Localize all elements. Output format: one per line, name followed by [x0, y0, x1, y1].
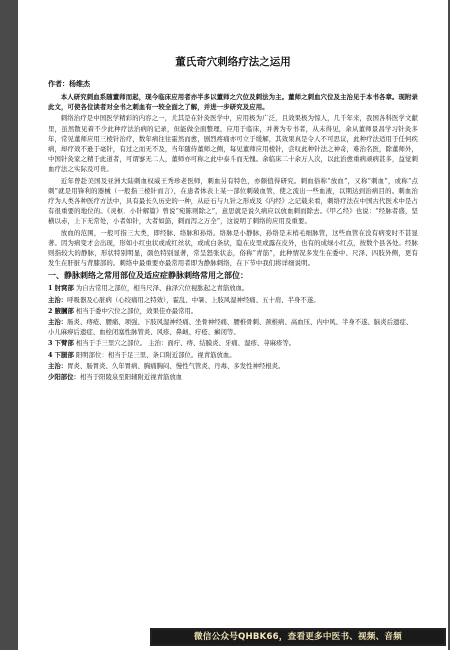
- section-item: [48, 295, 418, 305]
- section-item-text: 为自古常用之部位，相当尺泽、曲泽穴位视肱起之青筋放血。: [75, 284, 249, 293]
- section-item: [48, 306, 418, 316]
- document-title: 董氏奇穴刺络疗法之运用: [175, 56, 291, 68]
- section-item: [48, 317, 418, 337]
- section-item-label: 1 肘窝部: [48, 284, 74, 293]
- section-items: [48, 283, 418, 382]
- body-paragraph-1: 刺络治疗是中国医学精彩的内容之一，尤其是在针灸医学中，应用极为广泛，且效果极为惊人，几千年来，我国各科医学文献里，虽然散见着不少此种疗法治病的记录，但能做全面整理，应用于临床，并著为专书者，从未得见，余从董师景昌学习针灸多年，常见董师应用三棱针治疗，数年病往往霍然而愈，剧烈疼痛亦可立于缓解，其效果真是令人不可思议，此种疗法适用于任何疾病，却疗效不逊于毫针，有过之而无不及，当年随侍董师之侧，每见董师应用棱针，尝叹此种针法之神奇，难治名医，除董师外，中国针灸家之精于此道者，可谓寥无二人，董师亦可称之此中泰斗而无愧。余临床二十余万人次，以此治愈重病顽病甚多，益觉刺血疗法之实际及可贵。: [48, 114, 418, 174]
- section-item-text: 肠炎、痔疮、腰痛、项强、下肢风湿神经痛、坐骨神经痛、腰椎骨刺、颈椎病、高血压、内中风、半身不遂、脑炎后遗症、小儿麻痹后遗症、血栓闭塞性脉管炎、风疹、鼻衄、疔疮、癣闭等。: [48, 318, 413, 337]
- section-item-text: 相当于委中穴位之部位，效果佳亦最常用。: [75, 306, 198, 315]
- section-heading: 一、静脉刺络之常用部位及适应症静脉刺络常用之部位：: [48, 271, 248, 281]
- section-item-text: 阳明部位：相当于足三里、条口附近部位。视青筋放血。: [75, 350, 236, 359]
- section-item-text: 呼吸器及心脏病（心绞痛用之特效），霍乱、中暑、上肢风湿神经痛、五十肩、半身不遂。: [67, 295, 320, 304]
- author-line: [48, 79, 418, 89]
- section-item-label: 2 腋膕部: [48, 306, 74, 315]
- section-item-text: 相当于阳陵泉至阳辅附近视青筋放血: [79, 373, 183, 382]
- section-item-text: 相当于手三里穴之部位。 主治：面疔、痔、结膜炎、牙痛、湿疹、荨麻疹等。: [75, 339, 296, 348]
- body-paragraph-3: 放血的范围，一般可指三大类，即经脉、络脉和孙络。络脉是小静脉，孙络是末梢毛细脉管，这些血管在没有病变时不甚显著。因为病变才会出现，形如小红虫状或成红丝状，或成白条状，隐在皮里或露在皮外，也有的成绿小红点，按数个县各处。经脉则指较大的静脉，形状特别明显，颜色特别显著，常呈怒张状态，俗称“青筋”，此种情况多发生在委中、尺泽、四肢外侧，更有发生在肝脏与背膝部的。刺络中最重要亦最常用者即为静脉刺络，在下节中我们将详细说明。: [48, 228, 418, 268]
- body-paragraph-2: 近年曾赴美国及亚洲大陆刺血权威王秀珍老医师，刺血另有特色，亦颇值得研究。刺血俗称“放血”，又称“刺血”，或称“点刺”就是用锋利的器械（一般指三棱针而言），在患者体表上某一部位刺破血管，使之流出一些血液，以期达到治病目的。刺血治疗为人类各种医疗方法中，具有最长久历史的一种，从砭石与九针之形成及《内经》之记载来看，刺络疗法在中国古代医术中是占有很重要的地位的。《灵枢．小针解篇》曾说“宛陈则除之”，意思就是说久病应以放血刺而除去。《甲乙经》也说：“经脉者盛，坚横以赤，上下无常处，小者如针，大者如筯，刺而泻之万全”，这说明了刺络的应用及重要。: [48, 176, 418, 226]
- abstract-paragraph: 本人研究刺血系随董师而起，现今临床应用者亦半多以董师之穴位及刺法为主。董师之刺血穴位及主治见于本书各章。现附录此文，可使各位读者对全书之刺血有一较全面之了解，并进一步研究及应用。: [48, 93, 418, 112]
- section-item-label: 4 下腿部: [48, 350, 74, 359]
- section-item-label: 3 下臂部: [48, 339, 74, 348]
- section-item-text: 胃炎、肠胃炎、久年胃病、胸痛胸闷、慢性气管炎、丹毒、多发性神经根炎。: [67, 361, 285, 370]
- document-page: [18, 0, 448, 650]
- section-item: [48, 350, 418, 360]
- wechat-promo-banner: 微信公众号QHBK66，查看更多中医书、视频、音频: [150, 628, 446, 646]
- section-item-label: 少阳部位：: [48, 373, 80, 382]
- section-item: [48, 361, 418, 371]
- author-label: 作者：: [48, 80, 69, 88]
- author-name: 杨维杰: [69, 80, 90, 88]
- section-item: [48, 338, 418, 348]
- section-item-label: 主治：: [48, 295, 68, 304]
- section-item: [48, 372, 418, 382]
- section-item-label: 主治：: [48, 318, 68, 327]
- section-item: [48, 283, 418, 293]
- section-item-label: 主治：: [48, 361, 68, 370]
